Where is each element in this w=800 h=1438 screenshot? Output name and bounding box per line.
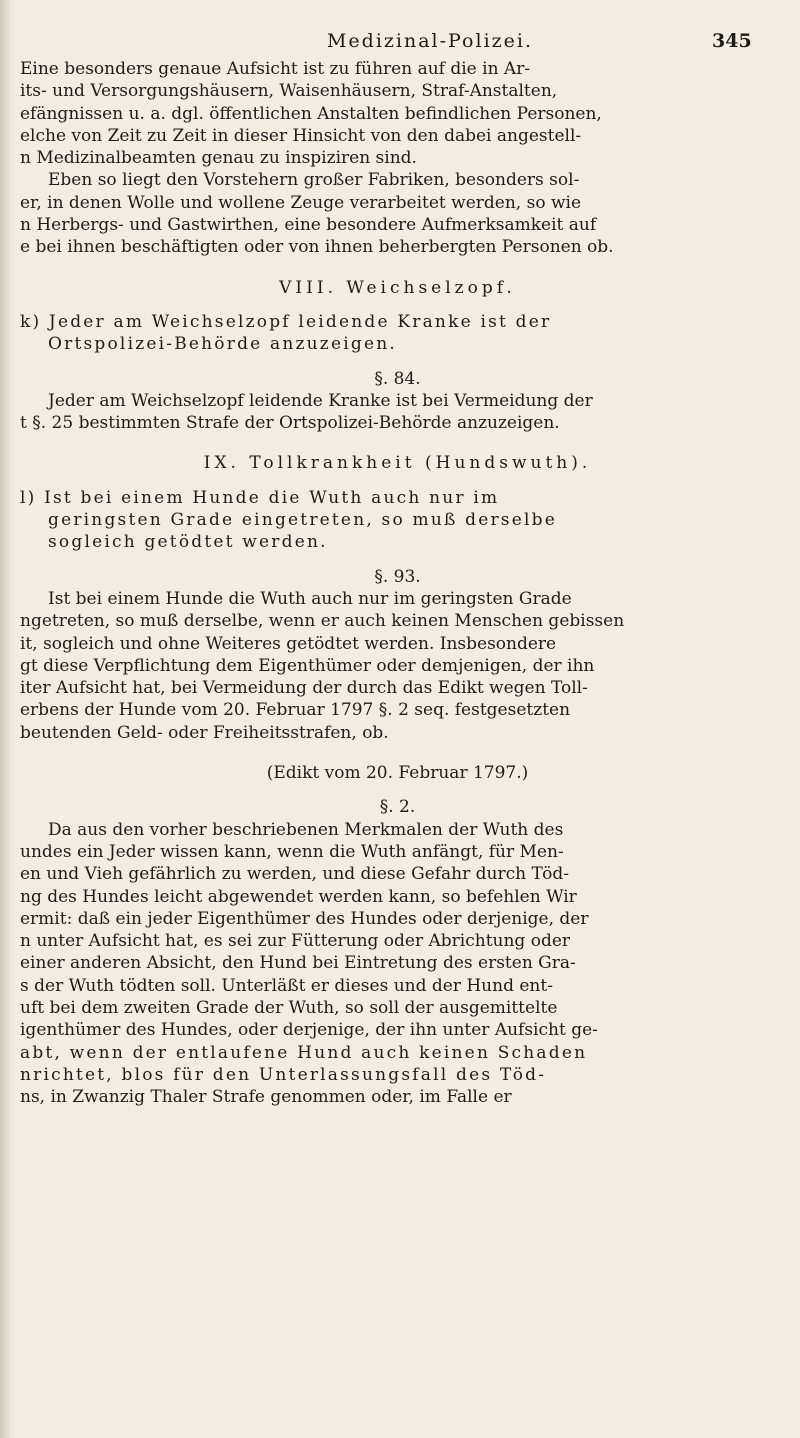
running-title: Medizinal-Polizei. [326,30,534,52]
text-line: ermit: daß ein jeder Eigenthümer des Hundes oder derjenige, der [20,908,589,929]
section-heading-weichselzopf: VIII. Weichselzopf. [279,277,516,298]
text-line: n Herbergs- und Gastwirthen, eine besondere Aufmerksamkeit auf [20,215,597,236]
rule-tollkrankheit [20,487,775,554]
text-line: igenthümer des Hundes, oder derjenige, der ihn unter Aufsicht ge- [20,1020,598,1041]
page-number: 345 [712,30,752,52]
paragraph-number-84: §. 84. [374,368,421,389]
edict-citation: (Edikt vom 20. Februar 1797.) [266,763,529,784]
text-line: gt diese Verpflichtung dem Eigenthümer oder demjenigen, der ihn [20,655,595,676]
body-text [20,58,775,1108]
text-line: en und Vieh gefährlich zu werden, und diese Gefahr durch Töd- [20,864,570,885]
text-line: beutenden Geld- oder Freiheitsstrafen, ob. [20,722,389,743]
text-line: ngetreten, so muß derselbe, wenn er auch keinen Menschen gebissen [20,611,625,632]
text-line: it, sogleich und ohne Weiteres getödtet werden. Insbesondere [20,633,557,654]
paragraph-number-93: §. 93. [374,566,421,587]
text-line: Ist bei einem Hunde die Wuth auch nur im geringsten Grade [48,588,572,609]
text-line: einer anderen Absicht, den Hund bei Eintretung des ersten Gra- [20,953,576,974]
text-line: e bei ihnen beschäftigten oder von ihnen beherbergten Personen ob. [20,237,614,258]
text-line: iter Aufsicht hat, bei Vermeidung der durch das Edikt wegen Toll- [20,678,588,699]
text-line: ng des Hundes leicht abgewendet werden kann, so befehlen Wir [20,886,577,907]
text-line: Eine besonders genaue Aufsicht ist zu führen auf die in Ar- [20,59,531,79]
text-line: undes ein Jeder wissen kann, wenn die Wuth anfängt, für Men- [20,841,564,862]
text-line: efängnissen u. a. dgl. öffentlichen Anstalten befindlichen Personen, [20,103,602,124]
text-line: elche von Zeit zu Zeit in dieser Hinsicht von den dabei angestell- [20,125,582,146]
rule-line: Ortspolizei-Behörde anzuzeigen. [48,334,397,355]
section-heading-tollkrankheit: IX. Tollkrankheit (Hundswuth). [203,453,592,474]
text-line: Eben so liegt den Vorstehern großer Fabriken, besonders sol- [48,170,580,191]
text-line: its- und Versorgungshäusern, Waisenhäusern, Straf-Anstalten, [20,81,558,102]
paragraph-93 [20,588,775,744]
text-line: erbens der Hunde vom 20. Februar 1797 §. 2 seq. festgesetzten [20,700,571,721]
rule-line: k) Jeder am Weichselzopf leidende Kranke ist der [20,311,552,332]
rule-line: geringsten Grade eingetreten, so muß derselbe [48,510,557,531]
text-line: Da aus den vorher beschriebenen Merkmalen der Wuth des [48,819,564,840]
rule-line: sogleich getödtet werden. [48,532,328,553]
text-line: Jeder am Weichselzopf leidende Kranke ist bei Vermeidung der [48,390,593,411]
text-line: nrichtet, blos für den Unterlassungsfall des Töd- [20,1064,547,1085]
text-line: t §. 25 bestimmten Strafe der Ortspolizei-Behörde anzuzeigen. [20,413,560,434]
text-line: abt, wenn der entlaufene Hund auch keinen Schaden [20,1042,588,1063]
rule-line: l) Ist bei einem Hunde die Wuth auch nur im [20,487,500,508]
text-line: ns, in Zwanzig Thaler Strafe genommen oder, im Falle er [20,1087,512,1108]
paragraph-institutions [20,58,775,169]
text-line: n Medizinalbeamten genau zu inspiziren sind. [20,148,417,169]
paragraph-number-2: §. 2. [379,797,416,818]
paragraph-factories [20,169,775,258]
text-line: s der Wuth tödten soll. Unterläßt er dieses und der Hund ent- [20,975,553,996]
text-line: uft bei dem zweiten Grade der Wuth, so soll der ausgemittelte [20,997,558,1018]
page-gutter-shadow [0,0,14,1438]
text-line: n unter Aufsicht hat, es sei zur Fütterung oder Abrichtung oder [20,931,571,952]
paragraph-84 [20,390,775,435]
text-line: er, in denen Wolle und wollene Zeuge verarbeitet werden, so wie [20,192,582,213]
rule-weichselzopf [20,311,775,356]
edict-paragraph-2 [20,819,775,1109]
